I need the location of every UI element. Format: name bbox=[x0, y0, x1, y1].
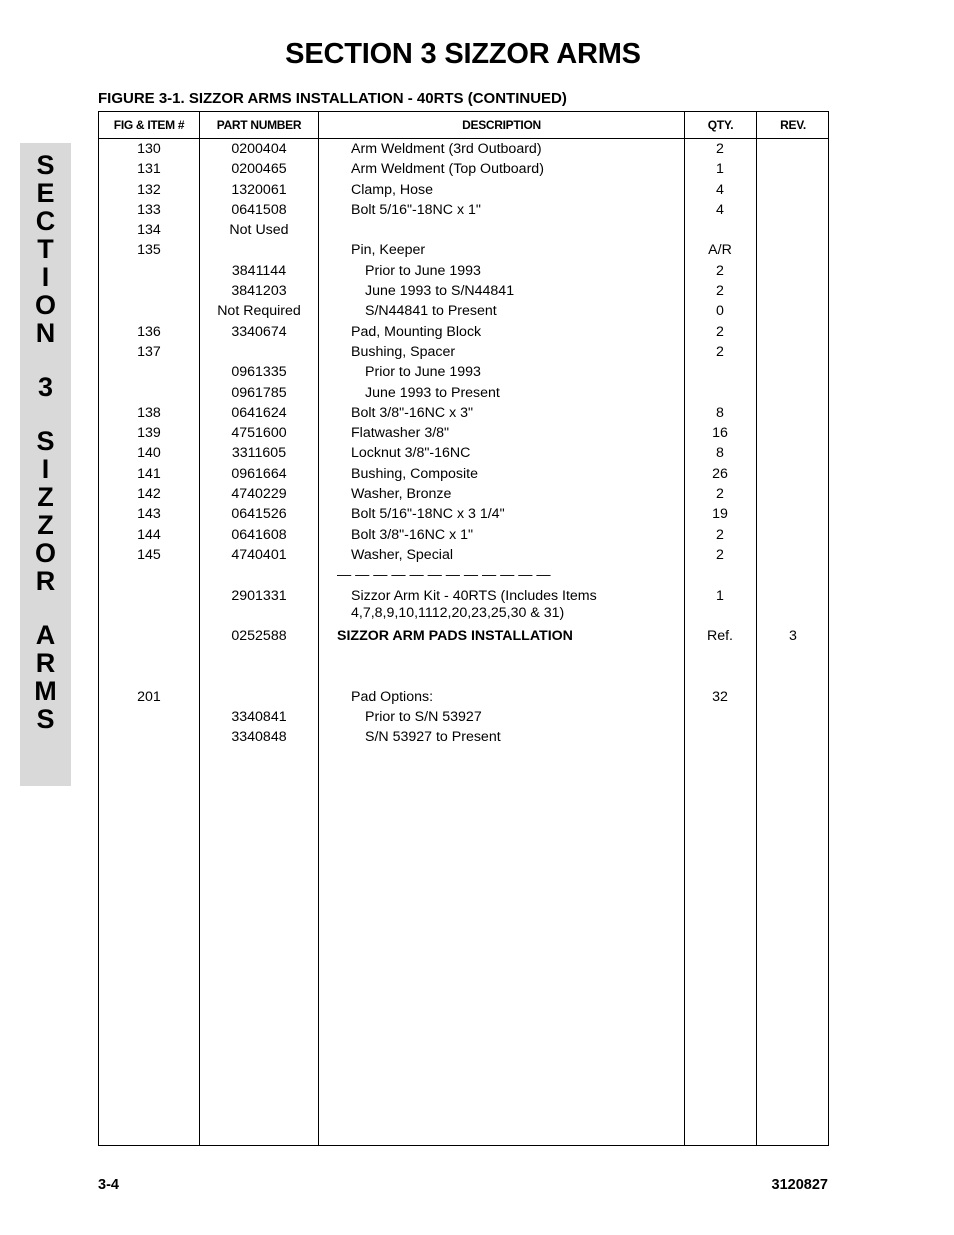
cell-fig-item: 131 bbox=[137, 161, 161, 178]
side-tab-letter: C bbox=[35, 206, 56, 236]
cell-description: — — — — — — — — — — — — bbox=[337, 567, 551, 584]
cell-description: Bolt 5/16"-18NC x 1" bbox=[351, 201, 481, 218]
table-row bbox=[99, 667, 828, 687]
side-tab-letter: O bbox=[34, 290, 56, 320]
cell-fig-item: 136 bbox=[137, 323, 161, 340]
cell-fig-item: 145 bbox=[137, 546, 161, 563]
cell-description: Pad Options: bbox=[351, 688, 434, 705]
figure-title: FIGURE 3-1. SIZZOR ARMS INSTALLATION - 40RTS (CONTINUED) bbox=[98, 90, 567, 107]
table-row bbox=[99, 423, 828, 443]
cell-part-number: 3340848 bbox=[231, 729, 287, 746]
cell-description: Bolt 5/16"-18NC x 3 1/4" bbox=[351, 506, 505, 523]
side-tab-letter bbox=[20, 595, 71, 621]
cell-rev: 3 bbox=[789, 628, 797, 645]
table-row bbox=[99, 281, 828, 301]
cell-part-number: 3841144 bbox=[231, 262, 287, 279]
parts-table bbox=[98, 111, 829, 1146]
cell-description: Arm Weldment (3rd Outboard) bbox=[351, 141, 542, 157]
cell-description: Bolt 3/8"-16NC x 1" bbox=[351, 526, 474, 543]
cell-part-number: 0641624 bbox=[231, 404, 287, 421]
cell-fig-item: 132 bbox=[137, 181, 161, 198]
cell-qty: 2 bbox=[716, 526, 724, 543]
cell-qty: A/R bbox=[708, 242, 732, 259]
cell-description: SIZZOR ARM PADS INSTALLATION bbox=[337, 628, 573, 645]
cell-description: June 1993 to Present bbox=[365, 384, 500, 401]
cell-description: Prior to June 1993 bbox=[365, 364, 481, 381]
side-tab-letter: I bbox=[41, 262, 50, 292]
page-number: 3-4 bbox=[98, 1177, 119, 1193]
table-row bbox=[99, 484, 828, 504]
table-row bbox=[99, 342, 828, 362]
side-tab-letter: Z bbox=[37, 482, 54, 512]
cell-description: Washer, Bronze bbox=[351, 486, 452, 503]
cell-qty: 2 bbox=[716, 486, 724, 503]
side-tab-letter: Z bbox=[37, 510, 54, 540]
cell-description: Washer, Special bbox=[351, 546, 453, 563]
cell-part-number: 3340674 bbox=[231, 323, 287, 340]
side-tab-letter: R bbox=[35, 566, 56, 596]
cell-qty: Ref. bbox=[706, 628, 734, 645]
table-row bbox=[99, 443, 828, 463]
table-row bbox=[99, 180, 828, 200]
cell-fig-item: 143 bbox=[137, 506, 161, 523]
cell-part-number: 0961664 bbox=[231, 465, 287, 482]
cell-part-number: 1320061 bbox=[231, 181, 287, 198]
cell-description: Sizzor Arm Kit - 40RTS (Includes Items 4,7,8,9,10,1112,20,23,25,30 & 31) bbox=[351, 587, 597, 621]
cell-qty: 4 bbox=[716, 181, 724, 198]
header-description: DESCRIPTION bbox=[462, 118, 541, 132]
section-title: SECTION 3 SIZZOR ARMS bbox=[285, 38, 641, 70]
section-side-tab bbox=[20, 143, 71, 786]
document-number: 3120827 bbox=[771, 1177, 828, 1193]
side-tab-letter: R bbox=[35, 648, 56, 678]
table-body bbox=[99, 139, 828, 748]
side-tab-letter: N bbox=[35, 318, 56, 348]
cell-qty: 4 bbox=[716, 201, 724, 218]
table-row bbox=[99, 159, 828, 179]
cell-description: Bushing, Composite bbox=[351, 465, 478, 482]
side-tab-letter: S bbox=[36, 704, 55, 734]
header-qty: QTY. bbox=[707, 118, 734, 132]
table-row bbox=[99, 525, 828, 545]
side-tab-letter: O bbox=[34, 538, 56, 568]
cell-fig-item: 138 bbox=[137, 404, 161, 421]
cell-description: Prior to S/N 53927 bbox=[365, 709, 482, 726]
cell-part-number: 0961335 bbox=[231, 364, 287, 381]
side-tab-letter: E bbox=[36, 178, 55, 208]
table-row bbox=[99, 200, 828, 220]
cell-qty: 8 bbox=[716, 445, 724, 462]
cell-description: Bushing, Spacer bbox=[351, 343, 456, 360]
cell-description: Locknut 3/8"-16NC bbox=[351, 445, 471, 462]
table-row bbox=[99, 586, 828, 627]
cell-qty: 16 bbox=[712, 425, 728, 442]
cell-fig-item: 144 bbox=[137, 526, 161, 543]
cell-part-number: 4751600 bbox=[231, 425, 287, 442]
table-row bbox=[99, 220, 828, 240]
cell-part-number: 0252588 bbox=[231, 628, 287, 645]
cell-fig-item: 137 bbox=[137, 343, 161, 360]
table-row bbox=[99, 403, 828, 423]
table-row bbox=[99, 139, 828, 159]
cell-description: June 1993 to S/N44841 bbox=[365, 283, 515, 300]
table-row bbox=[99, 464, 828, 484]
cell-part-number: 0200465 bbox=[231, 161, 287, 178]
cell-part-number: 3841203 bbox=[231, 283, 287, 300]
table-row bbox=[99, 301, 828, 321]
cell-part-number: 0641526 bbox=[231, 506, 287, 523]
cell-description: S/N44841 to Present bbox=[365, 303, 497, 320]
cell-part-number: Not Used bbox=[229, 222, 289, 239]
cell-part-number: 4740229 bbox=[231, 486, 287, 503]
cell-fig-item: 130 bbox=[137, 141, 161, 157]
side-tab-letter: S bbox=[36, 426, 55, 456]
side-tab-letter bbox=[20, 347, 71, 373]
header-part-number: PART NUMBER bbox=[216, 118, 302, 132]
side-tab-letter: I bbox=[41, 454, 50, 484]
cell-description: S/N 53927 to Present bbox=[365, 729, 501, 746]
cell-fig-item: 140 bbox=[137, 445, 161, 462]
cell-qty: 8 bbox=[716, 404, 724, 421]
cell-description: Bolt 3/8"-16NC x 3" bbox=[351, 404, 474, 421]
table-row bbox=[99, 687, 828, 707]
cell-fig-item: 142 bbox=[137, 486, 161, 503]
cell-fig-item: 134 bbox=[137, 222, 161, 239]
cell-qty: 2 bbox=[716, 141, 724, 157]
cell-qty: 2 bbox=[716, 262, 724, 279]
cell-fig-item: 201 bbox=[137, 688, 161, 705]
cell-qty: 19 bbox=[712, 506, 728, 523]
cell-fig-item: 139 bbox=[137, 425, 161, 442]
table-row bbox=[99, 362, 828, 382]
table-row bbox=[99, 383, 828, 403]
cell-description: Clamp, Hose bbox=[351, 181, 434, 198]
table-header-row bbox=[99, 112, 828, 139]
cell-part-number: 3340841 bbox=[231, 709, 287, 726]
cell-qty: 0 bbox=[716, 303, 724, 320]
header-rev: REV. bbox=[780, 118, 806, 132]
cell-qty: 26 bbox=[712, 465, 728, 482]
cell-qty: 1 bbox=[716, 587, 724, 604]
cell-qty: 2 bbox=[716, 343, 724, 360]
side-tab-letter: T bbox=[37, 234, 54, 264]
cell-part-number: 3311605 bbox=[231, 445, 287, 462]
side-tab-letter bbox=[20, 401, 71, 427]
cell-qty: 1 bbox=[716, 161, 724, 178]
cell-part-number: 4740401 bbox=[231, 546, 287, 563]
table-row bbox=[99, 240, 828, 260]
cell-description: Arm Weldment (Top Outboard) bbox=[351, 161, 544, 178]
cell-description: Flatwasher 3/8" bbox=[351, 425, 450, 442]
side-tab-letter: A bbox=[35, 620, 56, 650]
cell-description: Pin, Keeper bbox=[351, 242, 426, 259]
table-row bbox=[99, 261, 828, 281]
cell-part-number: 2901331 bbox=[231, 587, 287, 604]
side-tab-letter: M bbox=[34, 676, 57, 706]
table-row bbox=[99, 565, 828, 585]
cell-qty: 2 bbox=[716, 546, 724, 563]
side-tab-letter: 3 bbox=[37, 372, 54, 402]
cell-part-number: 0961785 bbox=[231, 384, 287, 401]
table-row bbox=[99, 322, 828, 342]
cell-description: Prior to June 1993 bbox=[365, 262, 481, 279]
cell-fig-item: 135 bbox=[137, 242, 161, 259]
cell-qty: 32 bbox=[712, 688, 728, 705]
side-tab-letters bbox=[20, 151, 71, 733]
cell-qty: 2 bbox=[716, 323, 724, 340]
cell-fig-item: 141 bbox=[137, 465, 161, 482]
cell-part-number: 0200404 bbox=[231, 141, 287, 157]
cell-description: Pad, Mounting Block bbox=[351, 323, 482, 340]
cell-part-number: 0641608 bbox=[231, 526, 287, 543]
table-row bbox=[99, 707, 828, 727]
header-fig-item: FIG & ITEM # bbox=[113, 118, 185, 132]
cell-part-number: 0641508 bbox=[231, 201, 287, 218]
table-row bbox=[99, 626, 828, 667]
side-tab-letter: S bbox=[36, 150, 55, 180]
table-row bbox=[99, 545, 828, 565]
cell-qty: 2 bbox=[716, 283, 724, 300]
cell-part-number: Not Required bbox=[217, 303, 301, 320]
cell-fig-item: 133 bbox=[137, 201, 161, 218]
table-row bbox=[99, 727, 828, 747]
table-row bbox=[99, 504, 828, 524]
